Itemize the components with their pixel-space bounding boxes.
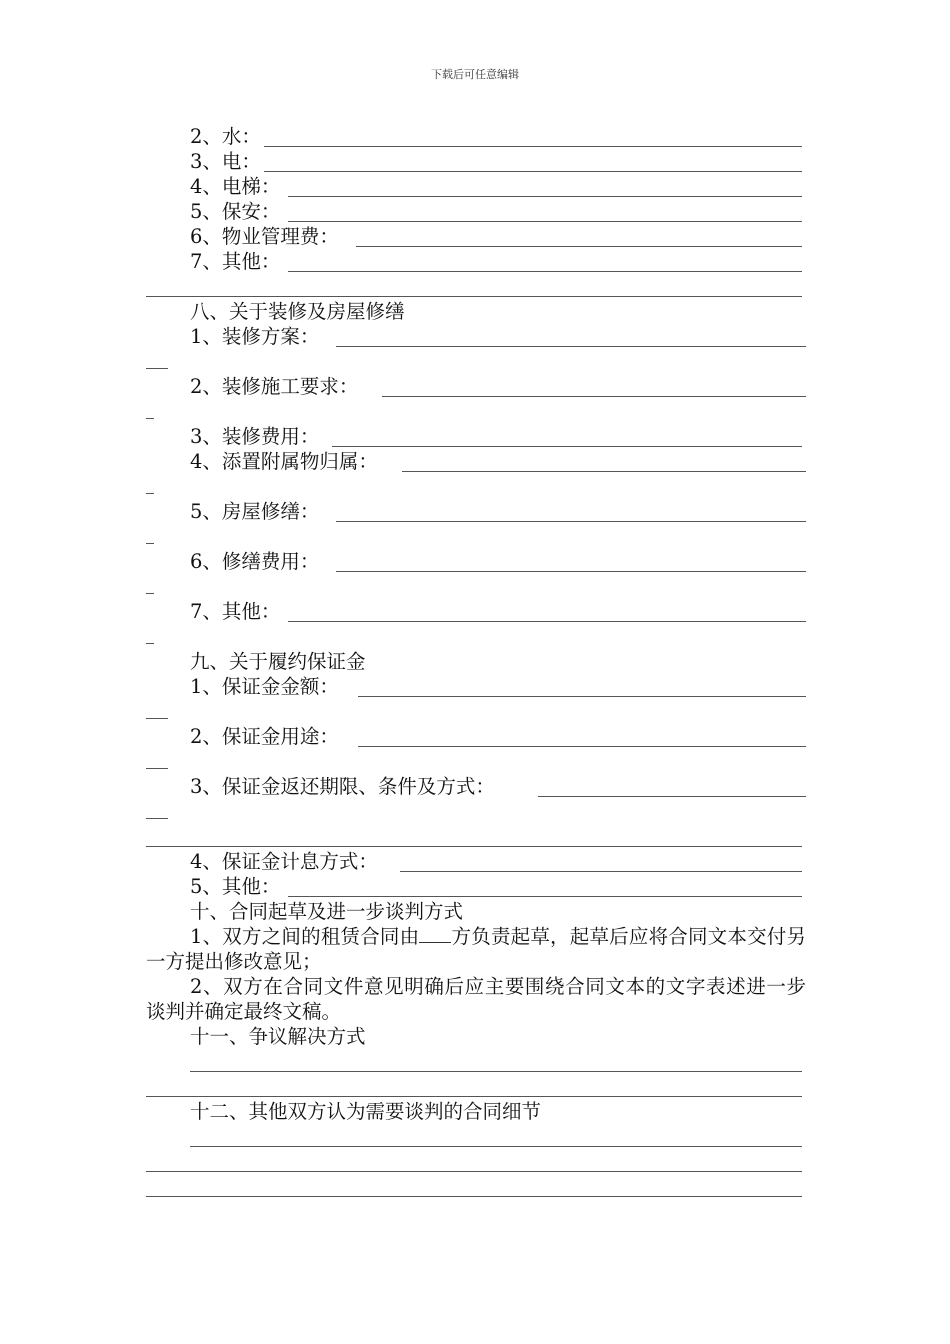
form-line	[146, 1124, 806, 1149]
section-title: 十二、其他双方认为需要谈判的合同细节	[190, 1100, 542, 1123]
field-label: 5、房屋修缮：	[190, 500, 320, 523]
field-label: 7、其他：	[190, 250, 281, 273]
form-line	[146, 274, 806, 299]
section-9-title	[146, 649, 806, 674]
paragraph-text: 1、双方之间的租赁合同由	[190, 925, 420, 948]
fill-blank[interactable]	[288, 896, 802, 897]
paragraph-drafting	[146, 924, 806, 974]
fill-blank[interactable]	[146, 846, 802, 847]
fill-blank-continuation[interactable]	[146, 768, 168, 769]
form-line	[146, 199, 806, 224]
fill-blank[interactable]	[288, 196, 802, 197]
form-line	[146, 174, 806, 199]
field-label: 2、保证金用途：	[190, 725, 339, 748]
form-line	[146, 774, 806, 824]
field-label: 1、装修方案：	[190, 325, 320, 348]
form-line	[146, 249, 806, 274]
form-line	[146, 1149, 806, 1174]
field-label: 1、保证金金额：	[190, 675, 339, 698]
fill-blank-continuation[interactable]	[146, 718, 168, 719]
form-line	[146, 499, 806, 549]
field-label: 3、保证金返还期限、条件及方式：	[190, 775, 495, 798]
fill-blank[interactable]	[288, 621, 806, 622]
field-label: 2、水：	[190, 125, 261, 148]
fill-blank[interactable]	[190, 1146, 802, 1147]
fill-blank[interactable]	[400, 871, 802, 872]
fill-blank[interactable]	[264, 171, 802, 172]
field-label: 4、保证金计息方式：	[190, 850, 378, 873]
fill-blank-continuation[interactable]	[146, 493, 154, 494]
form-line	[146, 449, 806, 499]
form-line	[146, 424, 806, 449]
form-line	[146, 124, 806, 149]
field-label: 4、添置附属物归属：	[190, 450, 378, 473]
field-label: 3、电：	[190, 150, 261, 173]
fill-blank[interactable]	[402, 471, 806, 472]
field-label: 3、装修费用：	[190, 425, 320, 448]
form-line	[146, 724, 806, 774]
section-10-title	[146, 899, 806, 924]
party-blank[interactable]	[419, 924, 451, 943]
form-line	[146, 1074, 806, 1099]
fill-blank[interactable]	[336, 521, 806, 522]
fill-blank[interactable]	[358, 746, 806, 747]
fill-blank[interactable]	[336, 571, 806, 572]
section-title: 十、合同起草及进一步谈判方式	[190, 900, 464, 923]
field-label: 2、装修施工要求：	[190, 375, 359, 398]
paragraph-negotiation: 2、双方在合同文件意见明确后应主要围绕合同文本的文字表述进一步谈判并确定最终文稿。	[146, 975, 806, 1023]
form-line	[146, 874, 806, 899]
fill-blank-continuation[interactable]	[146, 643, 154, 644]
form-line	[146, 549, 806, 599]
fill-blank-continuation[interactable]	[146, 818, 168, 819]
field-label: 4、电梯：	[190, 175, 281, 198]
form-line	[146, 674, 806, 724]
field-label: 5、其他：	[190, 875, 281, 898]
field-label: 7、其他：	[190, 600, 281, 623]
fill-blank[interactable]	[332, 446, 802, 447]
fill-blank[interactable]	[146, 1196, 802, 1197]
fill-blank[interactable]	[382, 396, 806, 397]
fill-blank[interactable]	[288, 221, 802, 222]
field-label: 6、物业管理费：	[190, 225, 339, 248]
document-body	[146, 124, 806, 1199]
form-line	[146, 1049, 806, 1074]
field-label: 5、保安：	[190, 200, 281, 223]
fill-blank[interactable]	[146, 1096, 802, 1097]
fill-blank-continuation[interactable]	[146, 593, 154, 594]
section-12-title	[146, 1099, 806, 1124]
fill-blank-continuation[interactable]	[146, 368, 168, 369]
section-title: 十一、争议解决方式	[190, 1025, 366, 1048]
form-line	[146, 1174, 806, 1199]
fill-blank[interactable]	[336, 346, 806, 347]
fill-blank[interactable]	[146, 296, 802, 297]
fill-blank[interactable]	[146, 1171, 802, 1172]
field-label: 6、修缮费用：	[190, 550, 320, 573]
form-line	[146, 374, 806, 424]
fill-blank[interactable]	[264, 146, 802, 147]
form-line	[146, 224, 806, 249]
fill-blank-continuation[interactable]	[146, 418, 154, 419]
fill-blank[interactable]	[356, 246, 802, 247]
fill-blank[interactable]	[190, 1071, 802, 1072]
paragraph-text: 方负责起草，起草后应将合同文本交付另一方提出修改意见；	[146, 925, 806, 973]
fill-blank[interactable]	[358, 696, 806, 697]
fill-blank[interactable]	[538, 796, 806, 797]
form-line	[146, 324, 806, 374]
page-header: 下载后可任意编辑	[431, 68, 519, 81]
fill-blank[interactable]	[288, 271, 802, 272]
section-title: 八、关于装修及房屋修缮	[190, 300, 405, 323]
form-line	[146, 149, 806, 174]
section-title: 九、关于履约保证金	[190, 650, 366, 673]
fill-blank-continuation[interactable]	[146, 543, 154, 544]
section-8-title	[146, 299, 806, 324]
section-11-title	[146, 1024, 806, 1049]
form-line	[146, 849, 806, 874]
form-line	[146, 824, 806, 849]
form-line	[146, 599, 806, 649]
